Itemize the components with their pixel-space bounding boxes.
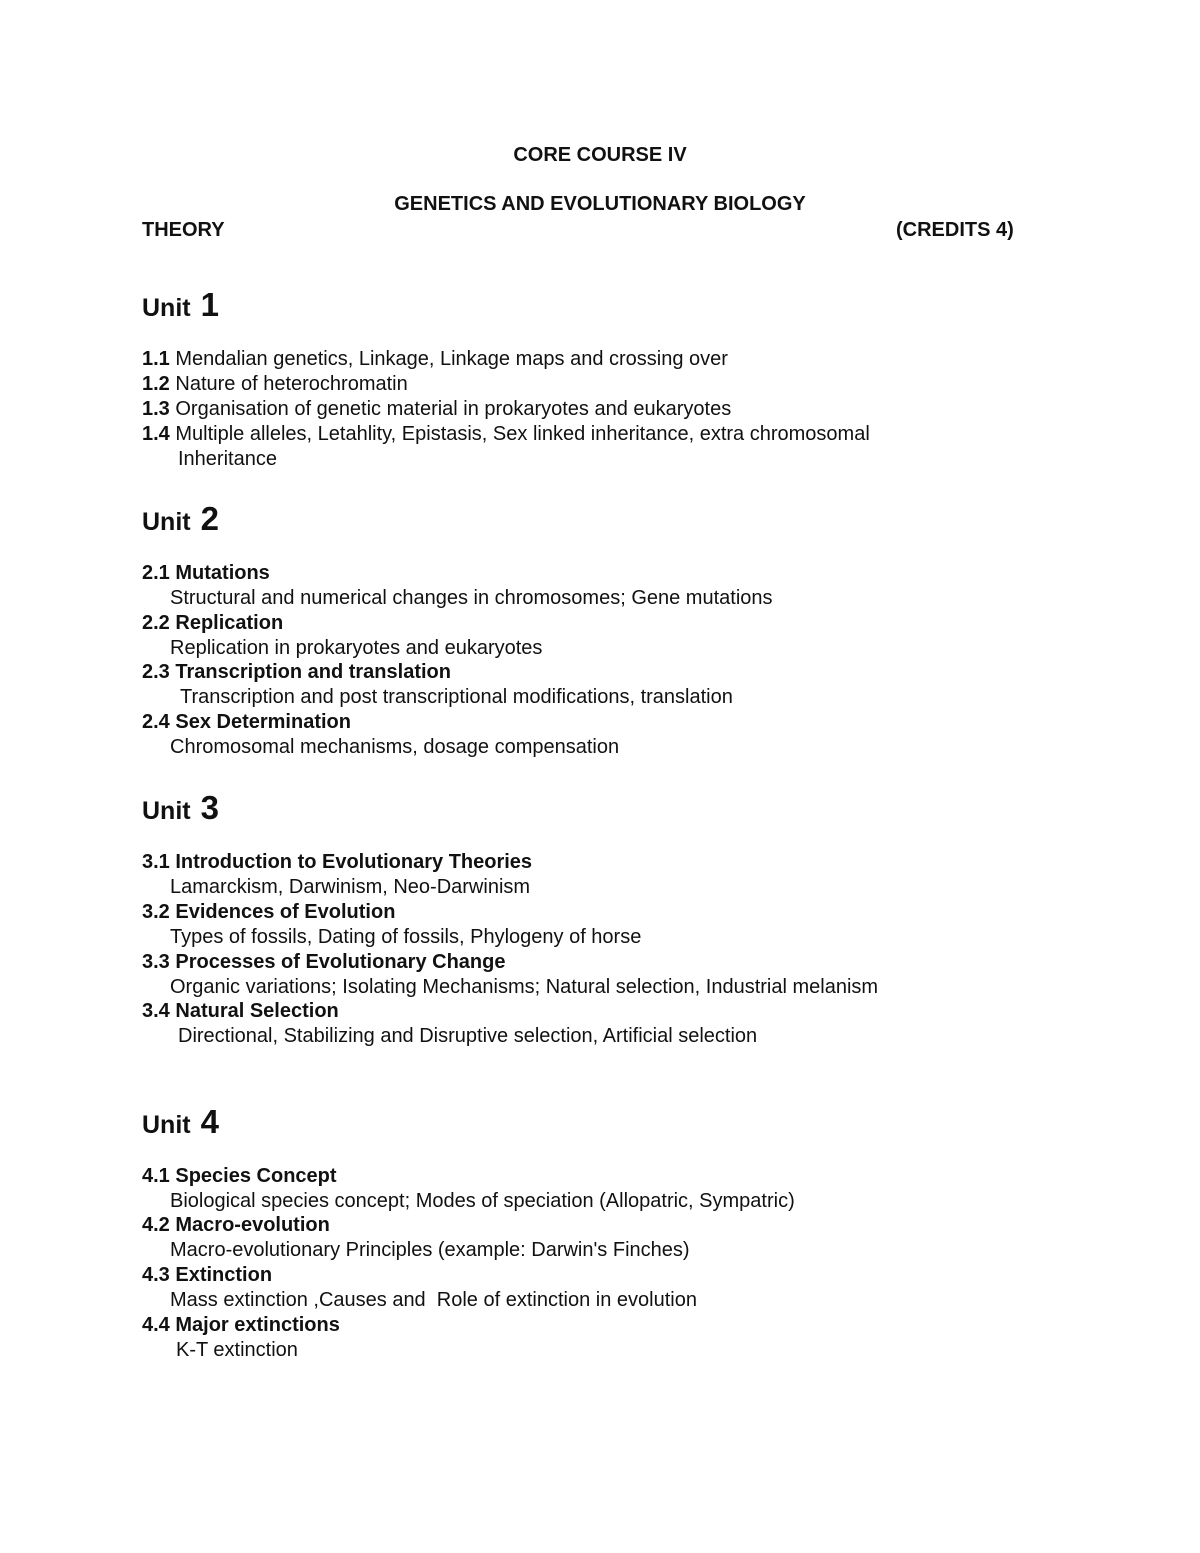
unit-label: Unit [142, 797, 191, 825]
item-title: Sex Determination [175, 711, 351, 733]
item-number: 4.1 [142, 1165, 170, 1187]
unit-4-item-2-desc: Macro-evolutionary Principles (example: Darwin's Finches) [170, 1239, 690, 1261]
unit-3-item-1-title [142, 852, 532, 872]
unit-3-item-2-title [142, 902, 395, 922]
item-title: Natural Selection [175, 1000, 339, 1022]
item-number: 3.4 [142, 1000, 170, 1022]
item-number: 1.3 [142, 398, 170, 420]
unit-3-heading [142, 791, 219, 824]
unit-1-heading [142, 288, 219, 321]
item-title: Replication [175, 612, 284, 634]
unit-1-item-4 [142, 424, 870, 444]
unit-2-heading [142, 502, 219, 535]
item-title: Evidences of Evolution [175, 901, 396, 923]
course-title [0, 194, 1200, 214]
item-number: 2.4 [142, 711, 170, 733]
unit-2-item-1-title [142, 563, 270, 583]
item-title: Macro-evolution [175, 1214, 330, 1236]
item-number: 2.2 [142, 612, 170, 634]
unit-4-item-4-title [142, 1315, 340, 1335]
item-number: 1.4 [142, 423, 170, 445]
unit-1-item-2 [142, 374, 408, 394]
item-number: 4.4 [142, 1314, 170, 1336]
unit-label: Unit [142, 508, 191, 536]
item-title: Species Concept [175, 1165, 337, 1187]
item-number: 3.3 [142, 951, 170, 973]
unit-2-item-1-desc: Structural and numerical changes in chromosomes; Gene mutations [170, 587, 773, 609]
unit-4-heading [142, 1105, 219, 1138]
unit-3-item-1-desc: Lamarckism, Darwinism, Neo-Darwinism [170, 876, 531, 898]
unit-2-item-4-title [142, 712, 351, 732]
theory-label: THEORY [142, 219, 225, 241]
item-number: 3.1 [142, 851, 170, 873]
unit-number: 4 [200, 1103, 219, 1140]
unit-number: 3 [200, 789, 219, 826]
item-number: 1.2 [142, 373, 170, 395]
unit-2-item-2-desc: Replication in prokaryotes and eukaryotes [170, 637, 543, 659]
item-text: Organisation of genetic material in prokaryotes and eukaryotes [175, 398, 732, 420]
unit-3-item-4-desc: Directional, Stabilizing and Disruptive selection, Artificial selection [178, 1025, 758, 1047]
course-heading-text: CORE COURSE IV [513, 144, 687, 166]
item-number: 4.3 [142, 1264, 170, 1286]
item-number: 2.1 [142, 562, 170, 584]
unit-3-item-3-desc: Organic variations; Isolating Mechanisms; Natural selection, Industrial melanism [170, 976, 879, 998]
unit-1-item-1 [142, 349, 728, 369]
item-title: Major extinctions [175, 1314, 340, 1336]
item-title: Mutations [175, 562, 270, 584]
unit-3-item-4-title [142, 1001, 339, 1021]
unit-4-item-4-desc: K-T extinction [176, 1339, 298, 1361]
unit-2-item-3-title [142, 662, 451, 682]
unit-2-item-3-desc: Transcription and post transcriptional modifications, translation [180, 686, 733, 708]
item-title: Extinction [175, 1264, 273, 1286]
unit-4-item-1-desc: Biological species concept; Modes of speciation (Allopatric, Sympatric) [170, 1190, 795, 1212]
unit-4-item-1-title [142, 1166, 337, 1186]
unit-1-item-3 [142, 399, 731, 419]
unit-number: 1 [200, 286, 219, 323]
item-title: Transcription and translation [175, 661, 451, 683]
unit-4-item-2-title [142, 1215, 330, 1235]
unit-label: Unit [142, 294, 191, 322]
unit-3-item-3-title [142, 952, 505, 972]
item-text: Multiple alleles, Letahlity, Epistasis, Sex linked inheritance, extra chromosomal [175, 423, 870, 445]
item-number: 3.2 [142, 901, 170, 923]
unit-4-item-3-title [142, 1265, 272, 1285]
unit-3-item-2-desc: Types of fossils, Dating of fossils, Phylogeny of horse [170, 926, 642, 948]
item-text: Nature of heterochromatin [175, 373, 408, 395]
item-number: 1.1 [142, 348, 170, 370]
item-number: 2.3 [142, 661, 170, 683]
unit-1-item-4-continuation: Inheritance [178, 448, 277, 470]
item-number: 4.2 [142, 1214, 170, 1236]
unit-label: Unit [142, 1111, 191, 1139]
unit-2-item-4-desc: Chromosomal mechanisms, dosage compensation [170, 736, 620, 758]
course-heading [0, 145, 1200, 165]
unit-4-item-3-desc: Mass extinction ,Causes and Role of extinction in evolution [170, 1289, 697, 1311]
unit-number: 2 [200, 500, 219, 537]
item-text: Mendalian genetics, Linkage, Linkage maps and crossing over [175, 348, 728, 370]
unit-2-item-2-title [142, 613, 283, 633]
course-title-text: GENETICS AND EVOLUTIONARY BIOLOGY [394, 193, 806, 215]
item-title: Processes of Evolutionary Change [175, 951, 506, 973]
item-title: Introduction to Evolutionary Theories [175, 851, 533, 873]
credits-label: (CREDITS 4) [896, 219, 1014, 241]
